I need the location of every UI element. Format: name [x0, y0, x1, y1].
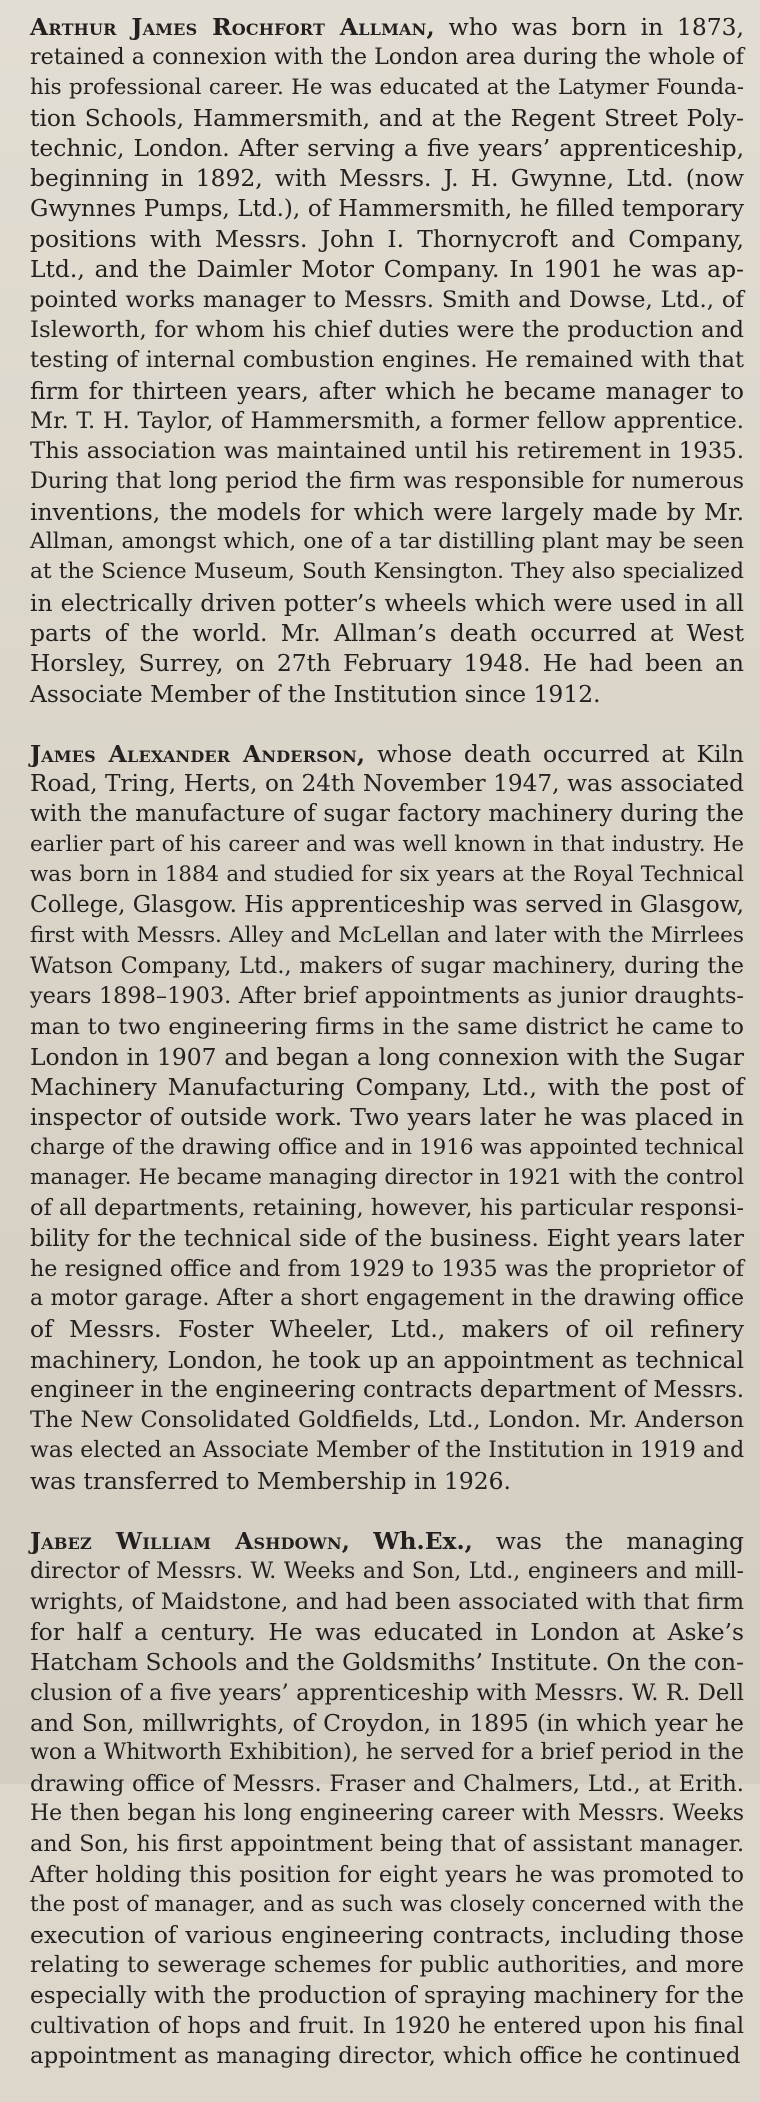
text-line: He then began his long engineering career with Messrs. Weeks	[30, 1800, 744, 1826]
entry-body	[30, 769, 744, 1496]
text-line: retained a connexion with the London area during the whole of	[30, 44, 744, 71]
text-line: College, Glasgow. His apprenticeship was served in Glasgow,	[30, 892, 744, 919]
text-line: and Son, millwrights, of Croydon, in 1895 (in which year he	[30, 1709, 744, 1738]
text-line: charge of the drawing office and in 1916 was appointed technical	[30, 1134, 744, 1160]
text-line: with the manufacture of sugar factory machinery during the	[30, 800, 744, 828]
text-line: of all departments, retaining, however, his particular responsi-	[30, 1195, 744, 1222]
text-line: Machinery Manufacturing Company, Ltd., with the post of	[30, 1073, 744, 1102]
text-line: inspector of outside work. Two years later he was placed in	[30, 1103, 744, 1132]
entry-name: Arthur James Rochfort Allman,	[30, 13, 435, 41]
text-line: he resigned office and from 1929 to 1935 was the proprietor of	[30, 1255, 744, 1282]
text-line: The New Consolidated Goldfields, Ltd., London. Mr. Anderson	[30, 1407, 744, 1434]
text-line: especially with the production of spraying machinery for the	[30, 1981, 744, 2009]
text-line: engineer in the engineering contracts department of Messrs.	[30, 1377, 745, 1404]
text-line: firm for thirteen years, after which he became manager to	[30, 376, 744, 405]
obituary-column	[30, 12, 744, 2102]
text-line: Watson Company, Ltd., makers of sugar machinery, during the	[30, 952, 744, 979]
text-line: first with Messrs. Alley and McLellan and later with the Mirrlees	[30, 922, 744, 948]
text-line: Road, Tring, Herts, on 24th November 1947, was associated	[30, 770, 744, 798]
text-line: drawing office of Messrs. Fraser and Chalmers, Ltd., at Erith.	[30, 1770, 744, 1797]
text-line: execution of various engineering contracts, including those	[30, 1921, 744, 1950]
text-line: was elected an Associate Member of the Institution in 1919 and	[30, 1437, 745, 1463]
text-line: Isleworth, for whom his chief duties were the production and	[30, 316, 744, 343]
text-line: his professional career. He was educated at the Latymer Founda-	[30, 74, 744, 100]
text-line: in electrically driven potter’s wheels which were used in all	[30, 588, 744, 617]
text-line: relating to sewerage schemes for public authorities, and more	[30, 1952, 744, 1979]
text-line: wrights, of Maidstone, and had been associated with that firm	[30, 1588, 744, 1615]
text-line: testing of internal combustion engines. He remained with that	[30, 347, 744, 374]
text-line: director of Messrs. W. Weeks and Son, Ltd., engineers and mill-	[30, 1558, 744, 1584]
text-line: at the Science Museum, South Kensington. They also specialized	[30, 559, 744, 585]
text-line: During that long period the firm was responsible for numerous	[30, 468, 744, 495]
text-line: Mr. T. H. Taylor, of Hammersmith, a former fellow apprentice.	[30, 407, 744, 434]
entry-first-line	[30, 1526, 744, 1556]
text-line: Gwynnes Pumps, Ltd.), of Hammersmith, he filled temporary	[30, 195, 744, 222]
text-line: tion Schools, Hammersmith, and at the Regent Street Poly-	[30, 103, 744, 132]
entry-first-line-text: was the managing	[495, 1527, 745, 1556]
text-line: inventions, the models for which were largely made by Mr.	[30, 497, 744, 526]
text-line: of Messrs. Foster Wheeler, Ltd., makers of oil refinery	[30, 1315, 744, 1344]
entry-first-line	[30, 739, 744, 769]
obituary-entry-ashdown	[30, 1526, 744, 2071]
text-line: Ltd., and the Daimler Motor Company. In 1901 he was ap-	[30, 255, 744, 284]
text-line: pointed works manager to Messrs. Smith and Dowse, Ltd., of	[30, 286, 744, 313]
text-line: technic, London. After serving a five years’ apprenticeship,	[30, 134, 744, 163]
obituary-entry-allman	[30, 12, 744, 709]
text-line: This association was maintained until his retirement in 1935.	[30, 438, 744, 465]
entry-first-line	[30, 12, 744, 42]
entry-body	[30, 1557, 744, 2072]
entry-name: James Alexander Anderson,	[30, 739, 366, 768]
text-line: man to two engineering firms in the same district he came to	[30, 1013, 744, 1040]
text-line: a motor garage. After a short engagement in the drawing office	[30, 1286, 744, 1312]
obituary-entry-anderson	[30, 739, 744, 1496]
entry-name: Jabez William Ashdown,	[30, 1527, 351, 1556]
text-line: After holding this position for eight years he was promoted to	[30, 1861, 744, 1888]
entry-name-suffix: Wh.Ex.,	[373, 1527, 473, 1556]
text-line: for half a century. He was educated in London at Aske’s	[30, 1618, 744, 1647]
entry-first-line-text: whose death occurred at Kiln	[377, 739, 744, 768]
text-line: Horsley, Surrey, on 27th February 1948. He had been an	[30, 649, 744, 678]
entry-first-line-text: who was born in 1873,	[448, 13, 744, 41]
text-line: clusion of a five years’ apprenticeship with Messrs. W. R. Dell	[30, 1679, 744, 1706]
text-line: positions with Messrs. John I. Thornycroft and Company,	[30, 225, 744, 254]
text-line: bility for the technical side of the business. Eight years later	[30, 1224, 744, 1252]
text-line: the post of manager, and as such was closely concerned with the	[30, 1891, 744, 1917]
text-line: cultivation of hops and fruit. In 1920 he entered upon his final	[30, 2013, 744, 2039]
text-line: Allman, amongst which, one of a tar distilling plant may be seen	[30, 529, 744, 555]
text-line: manager. He became managing director in 1921 with the control	[30, 1164, 744, 1190]
text-line: and Son, his first appointment being that of assistant manager.	[30, 1831, 744, 1858]
text-line: Associate Member of the Institution since 1912.	[30, 679, 601, 708]
entry-body	[30, 42, 744, 709]
text-line: appointment as managing director, which office he continued	[30, 2043, 741, 2070]
text-line: was transferred to Membership in 1926.	[30, 1466, 511, 1495]
text-line: parts of the world. Mr. Allman’s death occurred at West	[30, 618, 744, 647]
text-line: Hatcham Schools and the Goldsmiths’ Institute. On the con-	[30, 1648, 744, 1677]
text-line: beginning in 1892, with Messrs. J. H. Gwynne, Ltd. (now	[30, 164, 744, 193]
text-line: machinery, London, he took up an appointment as technical	[30, 1345, 744, 1374]
text-line: won a Whitworth Exhibition), he served for a brief period in the	[30, 1740, 744, 1766]
text-line: was born in 1884 and studied for six years at the Royal Technical	[30, 862, 744, 888]
text-line: years 1898–1903. After brief appointments as junior draughts-	[30, 983, 744, 1010]
text-line: earlier part of his career and was well known in that industry. He	[30, 831, 744, 857]
text-line: London in 1907 and began a long connexion with the Sugar	[30, 1042, 744, 1071]
